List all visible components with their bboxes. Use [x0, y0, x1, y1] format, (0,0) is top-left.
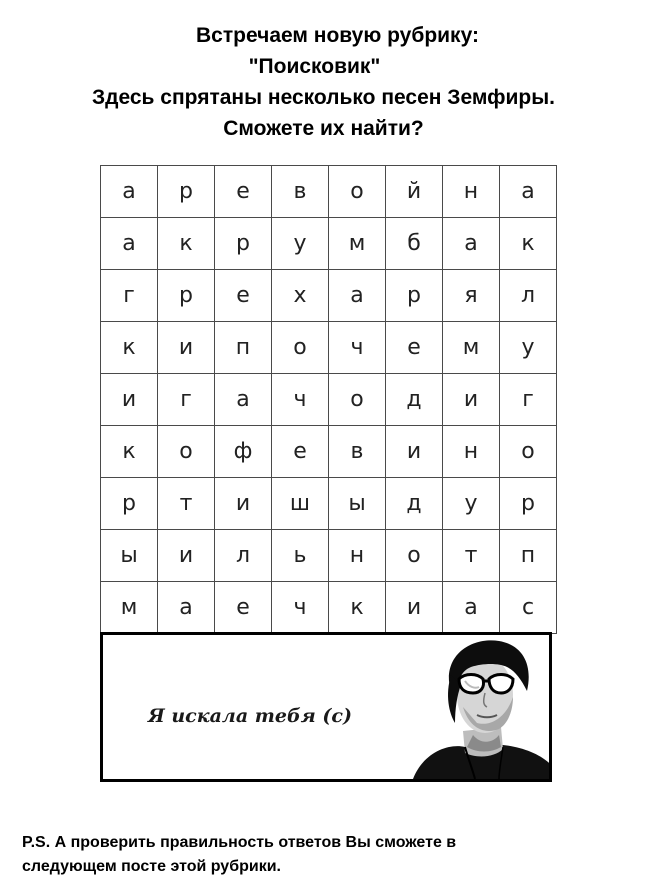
grid-cell: р — [158, 166, 215, 218]
grid-cell: а — [329, 270, 386, 322]
grid-cell: и — [215, 478, 272, 530]
grid-cell: в — [329, 426, 386, 478]
grid-cell: е — [215, 270, 272, 322]
grid-cell: п — [500, 530, 557, 582]
grid-cell: ф — [215, 426, 272, 478]
grid-cell: а — [101, 166, 158, 218]
title-line-4: Сможете их найти? — [223, 117, 424, 140]
quote-box — [100, 632, 552, 782]
grid-cell: ш — [272, 478, 329, 530]
grid-cell: у — [500, 322, 557, 374]
quote-text: Я искала тебя (с) — [148, 705, 352, 727]
grid-cell: у — [272, 218, 329, 270]
grid-cell: л — [215, 530, 272, 582]
grid-cell: о — [386, 530, 443, 582]
grid-row — [101, 374, 557, 426]
grid-cell: а — [443, 218, 500, 270]
grid-cell: б — [386, 218, 443, 270]
grid-cell: и — [386, 426, 443, 478]
grid-row — [101, 582, 557, 634]
grid-cell: е — [386, 322, 443, 374]
grid-row — [101, 426, 557, 478]
grid-cell: и — [386, 582, 443, 634]
grid-row — [101, 166, 557, 218]
grid-row — [101, 530, 557, 582]
grid-cell: ч — [272, 374, 329, 426]
grid-cell: д — [386, 374, 443, 426]
grid-cell: е — [272, 426, 329, 478]
grid-cell: ч — [329, 322, 386, 374]
grid-cell: я — [443, 270, 500, 322]
grid-cell: к — [101, 426, 158, 478]
portrait-image — [403, 635, 552, 779]
grid-cell: р — [101, 478, 158, 530]
grid-cell: и — [443, 374, 500, 426]
grid-cell: р — [386, 270, 443, 322]
grid-cell: х — [272, 270, 329, 322]
grid-cell: о — [158, 426, 215, 478]
grid-cell: е — [215, 166, 272, 218]
grid-cell: к — [158, 218, 215, 270]
word-search-grid — [100, 165, 557, 634]
grid-cell: и — [101, 374, 158, 426]
grid-cell: а — [101, 218, 158, 270]
grid-cell: к — [500, 218, 557, 270]
grid-cell: к — [329, 582, 386, 634]
grid-cell: о — [329, 374, 386, 426]
grid-cell: д — [386, 478, 443, 530]
grid-cell: р — [500, 478, 557, 530]
grid-cell: н — [329, 530, 386, 582]
grid-cell: м — [329, 218, 386, 270]
grid-cell: а — [158, 582, 215, 634]
grid-cell: ч — [272, 582, 329, 634]
grid-cell: е — [215, 582, 272, 634]
grid-cell: ы — [101, 530, 158, 582]
grid-row — [101, 218, 557, 270]
page-title — [0, 20, 647, 144]
footer-line-1: P.S. А проверить правильность ответов Вы сможете в — [22, 834, 457, 851]
grid-cell: л — [500, 270, 557, 322]
grid-cell: к — [101, 322, 158, 374]
grid-cell: а — [443, 582, 500, 634]
footer-line-2: следующем посте этой рубрики. — [22, 858, 281, 875]
grid-row — [101, 322, 557, 374]
grid-cell: и — [158, 530, 215, 582]
grid-cell: в — [272, 166, 329, 218]
title-line-2: "Поисковик" — [248, 55, 381, 78]
grid-cell: о — [329, 166, 386, 218]
grid-cell: и — [158, 322, 215, 374]
grid-cell: н — [443, 426, 500, 478]
grid-cell: й — [386, 166, 443, 218]
grid-cell: о — [500, 426, 557, 478]
grid-cell: н — [443, 166, 500, 218]
grid-cell: п — [215, 322, 272, 374]
title-line-3: Здесь спрятаны несколько песен Земфиры. — [91, 86, 555, 109]
grid-row — [101, 270, 557, 322]
footer-note — [22, 831, 632, 879]
grid-cell: т — [158, 478, 215, 530]
grid-cell: о — [272, 322, 329, 374]
grid-cell: у — [443, 478, 500, 530]
grid-cell: м — [101, 582, 158, 634]
grid-cell: р — [215, 218, 272, 270]
grid-cell: г — [158, 374, 215, 426]
grid-cell: г — [101, 270, 158, 322]
grid-cell: р — [158, 270, 215, 322]
grid-cell: ы — [329, 478, 386, 530]
grid-cell: т — [443, 530, 500, 582]
title-line-1: Встречаем новую рубрику: — [196, 24, 479, 47]
grid-row — [101, 478, 557, 530]
grid-cell: а — [500, 166, 557, 218]
grid-cell: а — [215, 374, 272, 426]
grid-cell: м — [443, 322, 500, 374]
grid-cell: г — [500, 374, 557, 426]
grid-cell: ь — [272, 530, 329, 582]
grid-cell: с — [500, 582, 557, 634]
